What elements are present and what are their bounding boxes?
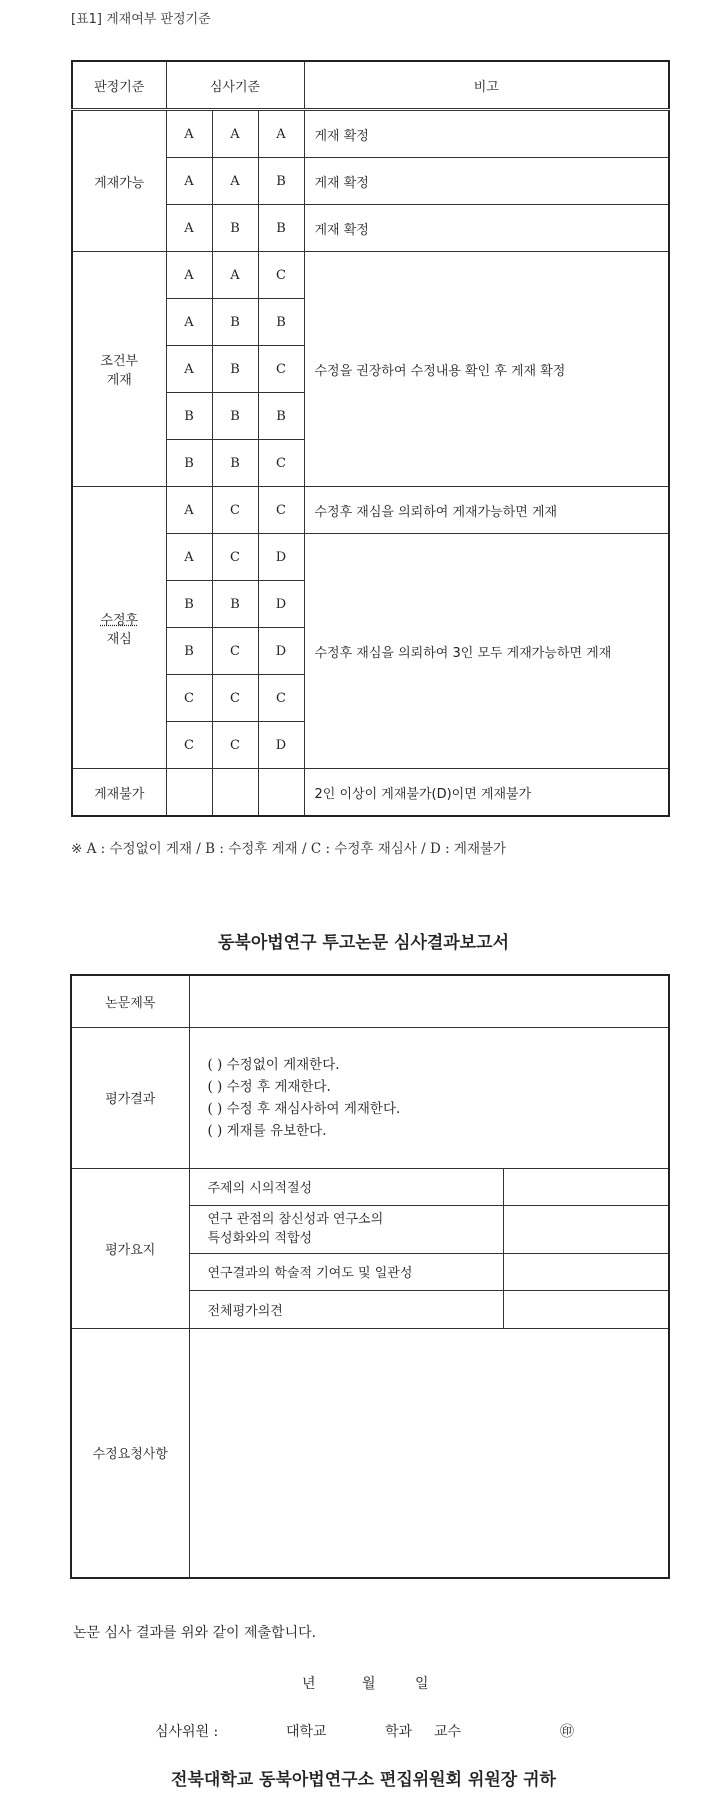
row-note: 게재 확정 (304, 158, 669, 205)
paper-title-field[interactable] (189, 975, 669, 1027)
grade: B (258, 393, 304, 440)
seal-mark: ㊞ (560, 1724, 574, 1740)
group-label-line: 게재 (106, 373, 132, 388)
grade: D (258, 628, 304, 675)
grade: C (258, 440, 304, 487)
summary-value-field[interactable] (503, 1168, 669, 1205)
summary-value-field[interactable] (503, 1290, 669, 1328)
table-row (72, 769, 669, 817)
grade: C (166, 675, 212, 722)
grade (166, 769, 212, 817)
group-label-line: 수정후 (100, 612, 139, 628)
grade: C (258, 487, 304, 534)
grade: B (212, 346, 258, 393)
group-label: 게재가능 (72, 110, 166, 252)
grade: B (166, 628, 212, 675)
department-label: 학과 (385, 1724, 413, 1740)
row-note: 2인 이상이 게재불가(D)이면 게재불가 (304, 769, 669, 817)
summary-item-line: 연구 관점의 참신성과 연구소의 (207, 1212, 384, 1227)
result-row (71, 1027, 669, 1168)
header-review: 심사기준 (166, 61, 304, 110)
report-title: 동북아법연구 투고논문 심사결과보고서 (217, 933, 509, 953)
table-row (72, 487, 669, 534)
grade: A (212, 252, 258, 299)
result-option[interactable]: ( ) 수정 후 게재한다. (207, 1078, 331, 1095)
grade: C (258, 675, 304, 722)
grade (212, 769, 258, 817)
summary-item-line: 특성화와의 적합성 (207, 1231, 313, 1246)
judgment-criteria-table (71, 60, 670, 817)
paper-title-label: 논문제목 (71, 975, 189, 1027)
grade: A (166, 299, 212, 346)
summary-item: 연구결과의 학술적 기여도 및 일관성 (189, 1253, 503, 1290)
grade: A (212, 158, 258, 205)
grade: B (212, 581, 258, 628)
date-month: 월 (362, 1676, 376, 1692)
grade: C (212, 487, 258, 534)
grade: C (212, 534, 258, 581)
closing-statement: 논문 심사 결과를 위와 같이 제출합니다. (73, 1625, 317, 1641)
header-note: 비고 (304, 61, 669, 110)
grade: A (166, 158, 212, 205)
group-label (72, 252, 166, 487)
position-label: 교수 (434, 1724, 462, 1740)
summary-value-field[interactable] (503, 1205, 669, 1253)
summary-label: 평가요지 (71, 1168, 189, 1328)
grade: C (258, 252, 304, 299)
header-criteria: 판정기준 (72, 61, 166, 110)
row-note: 게재 확정 (304, 205, 669, 252)
summary-item: 전체평가의견 (189, 1290, 503, 1328)
recipient-line: 전북대학교 동북아법연구소 편집위원회 위원장 귀하 (171, 1770, 556, 1790)
grade: A (258, 110, 304, 158)
grade: D (258, 581, 304, 628)
grade: C (212, 675, 258, 722)
row-note: 게재 확정 (304, 110, 669, 158)
grade-footnote: ※ A : 수정없이 게재 / B : 수정후 게재 / C : 수정후 재심사 / D : 게재불가 (71, 841, 507, 857)
table1-caption: [표1] 게재여부 판정기준 (71, 12, 211, 27)
paper-title-row (71, 975, 669, 1027)
row-note: 수정후 재심을 의뢰하여 3인 모두 게재가능하면 게재 (304, 534, 669, 769)
table-row (72, 110, 669, 158)
grade: B (258, 205, 304, 252)
grade: B (212, 299, 258, 346)
grade: B (212, 393, 258, 440)
grade: A (166, 110, 212, 158)
grade: B (212, 205, 258, 252)
row-note: 수정후 재심을 의뢰하여 게재가능하면 게재 (304, 487, 669, 534)
grade: A (166, 346, 212, 393)
grade: B (166, 581, 212, 628)
grade: A (166, 252, 212, 299)
grade: D (258, 534, 304, 581)
row-note: 수정을 권장하여 수정내용 확인 후 게재 확정 (304, 252, 669, 487)
grade: A (166, 487, 212, 534)
revision-label: 수정요청사항 (71, 1328, 189, 1578)
grade: A (166, 534, 212, 581)
date-year: 년 (302, 1676, 316, 1692)
summary-item: 주제의 시의적절성 (189, 1168, 503, 1205)
revision-field[interactable] (189, 1328, 669, 1578)
group-label-line: 재심 (106, 631, 132, 647)
summary-value-field[interactable] (503, 1253, 669, 1290)
result-options (189, 1027, 669, 1168)
summary-item (189, 1205, 503, 1253)
result-option[interactable]: ( ) 수정없이 게재한다. (207, 1056, 340, 1073)
result-option[interactable]: ( ) 게재를 유보한다. (207, 1122, 327, 1139)
group-label: 게재불가 (72, 769, 166, 817)
grade: C (258, 346, 304, 393)
review-report-table (70, 974, 670, 1579)
table-row (72, 252, 669, 299)
grade: C (212, 628, 258, 675)
result-label: 평가결과 (71, 1027, 189, 1168)
grade: B (258, 299, 304, 346)
grade: B (212, 440, 258, 487)
group-label-line: 조건부 (100, 354, 139, 369)
reviewer-label: 심사위원 : (155, 1724, 219, 1740)
grade: B (166, 393, 212, 440)
grade: A (166, 205, 212, 252)
university-label: 대학교 (286, 1724, 327, 1740)
grade: B (166, 440, 212, 487)
result-option[interactable]: ( ) 수정 후 재심사하여 게재한다. (207, 1100, 401, 1117)
grade (258, 769, 304, 817)
summary-row (71, 1168, 669, 1205)
table-header-row (72, 61, 669, 110)
grade: D (258, 722, 304, 769)
grade: C (212, 722, 258, 769)
date-day: 일 (415, 1676, 429, 1692)
group-label (72, 487, 166, 769)
grade: B (258, 158, 304, 205)
revision-row (71, 1328, 669, 1578)
grade: A (212, 110, 258, 158)
grade: C (166, 722, 212, 769)
